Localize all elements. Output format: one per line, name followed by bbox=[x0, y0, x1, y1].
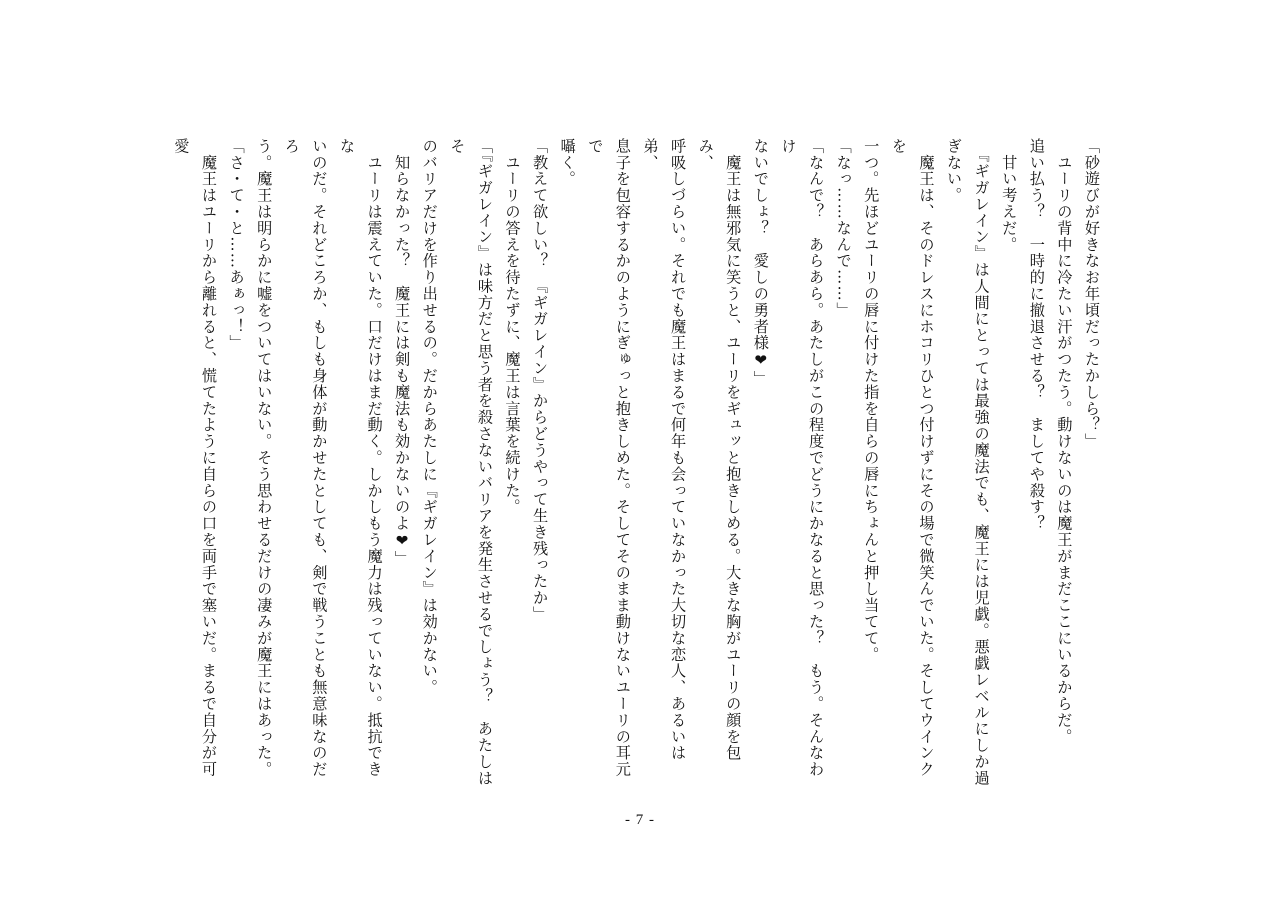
text-line: 魔王は無邪気に笑うと、ユーリをギュッと抱きしめる。大きな胸がユーリの顔を包み、 bbox=[696, 138, 743, 762]
text-line: 囁く。 bbox=[558, 138, 577, 188]
text-line: 魔王は、そのドレスにホコリひとつ付けずにその場で微笑んでいた。そしてウインクを bbox=[889, 138, 936, 778]
text-line: 呼吸しづらい。それでも魔王はまるで何年も会っていなかった大切な恋人、あるいは弟、 bbox=[641, 138, 688, 762]
text-line: 「砂遊びが好きなお年頃だったかしら？」 bbox=[1083, 138, 1101, 450]
text-line: 知らなかった？ 魔王には剣も魔法も効かないのよ❤」 bbox=[393, 138, 412, 568]
text-line: いのだ。それどころか、もしも身体が動かせたとしても、剣で戦うことも無意味なのだろ bbox=[282, 138, 329, 778]
text-line: 「教えて欲しい？ 『ギガレイン』からどうやって生き残ったか」 bbox=[531, 138, 550, 623]
text-line: 「なんで？ あらあら。あたしがこの程度でどうにかなると思った？ もう。そんなわけ bbox=[779, 138, 826, 778]
text-line: 追い払う？ 一時的に撤退させる？ ましてや殺す？ bbox=[1027, 138, 1046, 532]
text-line: 甘い考えだ。 bbox=[1000, 138, 1019, 253]
page-number: - 7 - bbox=[625, 812, 655, 828]
text-line: 『ギガレイン』は人間にとっては最強の魔法でも、魔王には児戯。悪戯レベルにしか過 bbox=[972, 138, 991, 787]
text-line: 一つ。先ほどユーリの唇に付けた指を自らの唇にちょんと押し当てて。 bbox=[862, 138, 881, 663]
text-line: 「さ・て・と……あぁっ！」 bbox=[227, 138, 246, 352]
text-line: ないでしょ？ 愛しの勇者様❤」 bbox=[751, 138, 770, 387]
text-line: ユーリは震えていた。口だけはまだ動く。しかしもう魔力は残っていない。抵抗できな bbox=[337, 138, 384, 778]
text-line: ユーリの答えを待たずに、魔王は言葉を続けた。 bbox=[503, 138, 522, 516]
text-line: 息子を包容するかのようにぎゅっと抱きしめた。そしてそのまま動けないユーリの耳元で bbox=[586, 138, 632, 778]
text-line: ユーリの背中に冷たい汗がつたう。動けないのは魔王がまだここにいるからだ。 bbox=[1055, 138, 1074, 745]
vertical-text-body bbox=[145, 138, 1105, 788]
text-line: う。魔王は明らかに嘘をついてはいない。そう思わせるだけの凄みが魔王にはあった。 bbox=[255, 138, 274, 778]
text-line: ぎない。 bbox=[945, 138, 964, 204]
text-line: 魔王はユーリから離れると、慌てたように自らの口を両手で塞いだ。まるで自分が可愛 bbox=[172, 138, 218, 778]
text-line: 「『ギガレイン』は味方だと思う者を殺さないバリアを発生させるでしょう？ あたしはそ bbox=[448, 138, 494, 787]
text-line: のバリアだけを作り出せるの。だからあたしに『ギガレイン』は効かない。 bbox=[420, 138, 439, 696]
text-line: 「なっ……なんで……」 bbox=[834, 138, 853, 319]
